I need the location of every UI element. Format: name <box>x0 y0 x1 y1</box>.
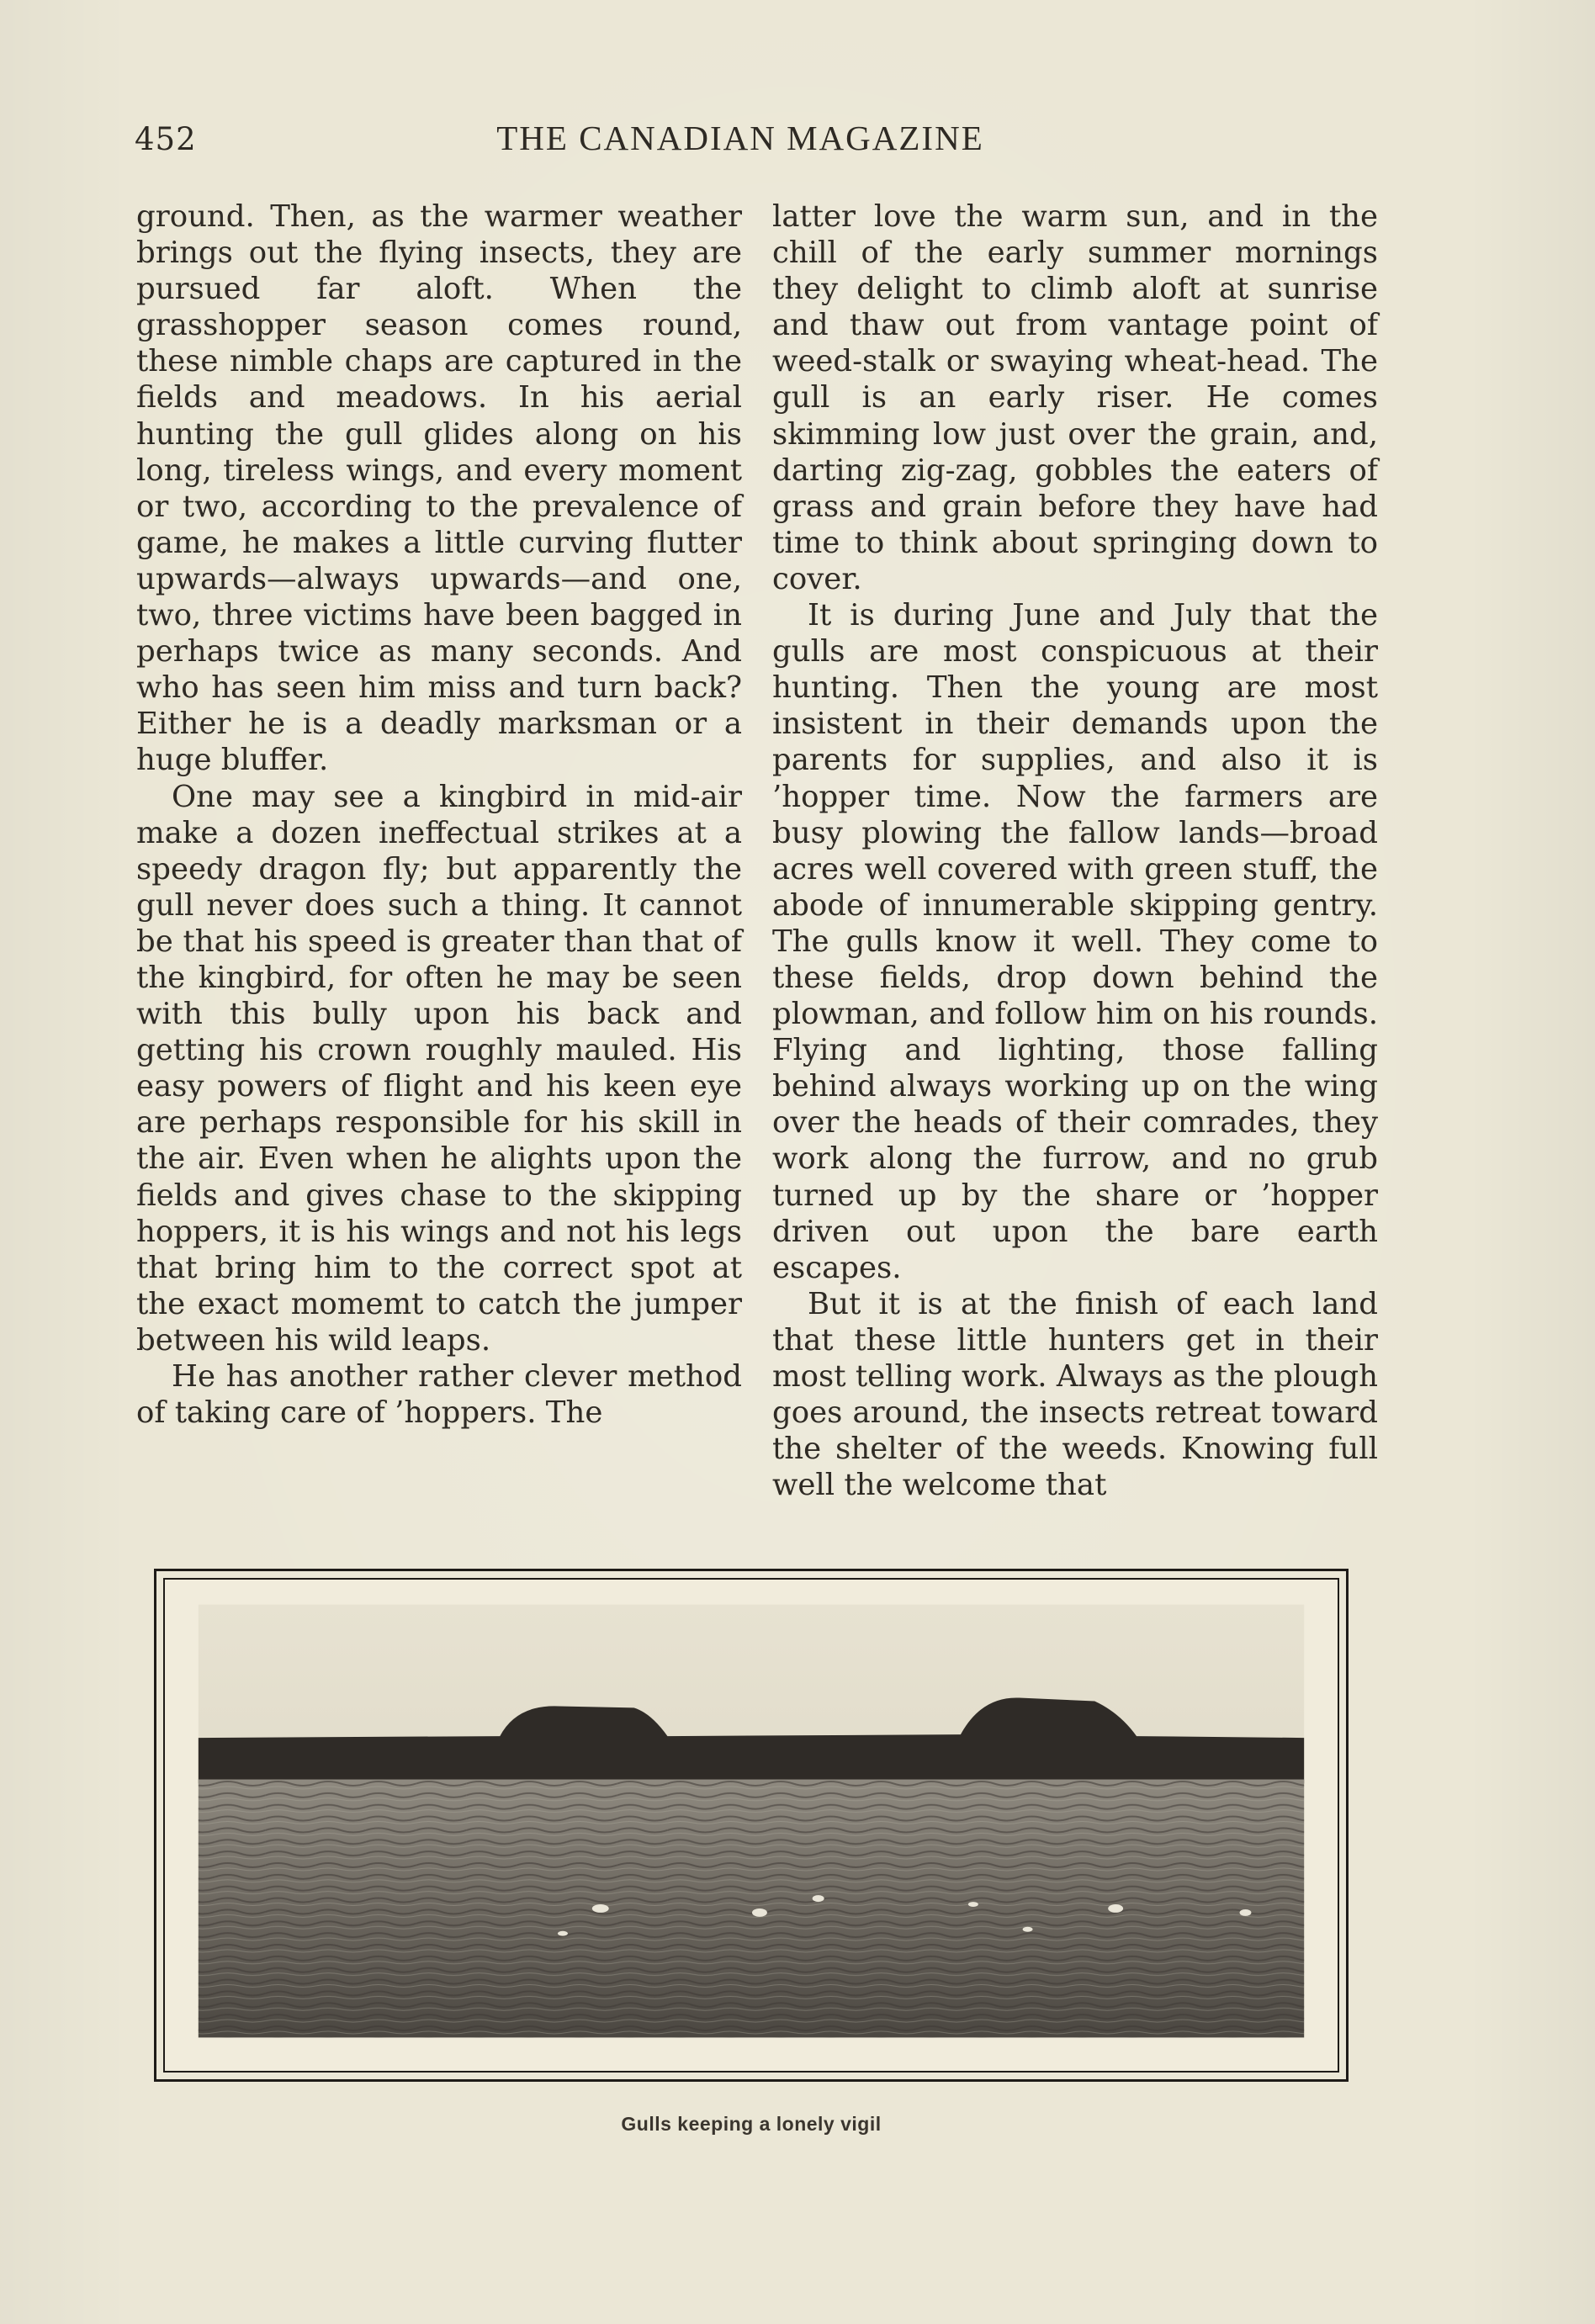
water-ripples <box>199 1780 1304 2038</box>
running-title: THE CANADIAN MAGAZINE <box>496 119 984 157</box>
paragraph: But it is at the finish of each land that these little hunters get in their most telling work. Always as the plough goes around, the insects retreat toward the shelter of the weeds. Knowing full well the welcome that <box>772 1286 1378 1503</box>
gull-lake-photo <box>163 1578 1339 2073</box>
paragraph: He has another rather clever method of taking care of ’hoppers. The <box>136 1359 742 1431</box>
paragraph: ground. Then, as the warmer weather brings out the flying insects, they are pursued far aloft. When the grasshopper season comes round, these nimble chaps are captured in the fields and meadows. In his aerial hunting the gull glides along on his long, tireless wings, and every moment or two, according to the prevalence of game, he makes a little curving flutter upwards—always upwards—and one, two, three victims have been bagged in perhaps twice as many seconds. And who has seen him miss and turn back? Either he is a deadly marksman or a huge bluffer. <box>136 199 742 778</box>
photo-frame <box>154 1569 1349 2082</box>
page-header <box>135 111 1380 170</box>
paragraph: latter love the warm sun, and in the chill of the early summer mornings they delight to climb aloft at sunrise and thaw out from vantage point of weed-stalk or swaying wheat-head. The gull is an early riser. He comes skimming low just over the grain, and, darting zig-zag, gobbles the eaters of grass and grain before they have had time to think about springing down to cover. <box>772 199 1378 596</box>
paragraph: It is during June and July that the gulls are most conspicuous at their hunting. Then the young are most insistent in their demands upon the parents for supplies, and also it is ’hopper time. Now the farmers are busy plowing the fallow lands—broad acres well covered with green stuff, the abode of innumerable skipping gentry. The gulls know it well. They come to these fields, drop down behind the plowman, and follow him on his rounds. Flying and lighting, those falling behind always working up on the wing over the heads of their comrades, they work along the furrow, and no grub turned up by the share or ’hopper driven out upon the bare earth escapes. <box>772 598 1378 1285</box>
lake-scene-image <box>165 1580 1338 2071</box>
page-number: 452 <box>135 121 197 157</box>
figure-caption: Gulls keeping a lonely vigil <box>621 2113 882 2135</box>
right-column <box>772 199 1378 1503</box>
left-column <box>136 199 742 1431</box>
paragraph: One may see a kingbird in mid-air make a dozen ineffectual strikes at a speedy dragon fly; but apparently the gull never does such a thing. It cannot be that his speed is greater than that of the kingbird, for often he may be seen with this bully upon his back and getting his crown roughly mauled. His easy powers of flight and his keen eye are perhaps responsible for his skill in the air. Even when he alights upon the fields and gives chase to the skipping hoppers, it is his wings and not his legs that bring him to the correct spot at the exact momemt to catch the jumper between his wild leaps. <box>136 779 742 1358</box>
